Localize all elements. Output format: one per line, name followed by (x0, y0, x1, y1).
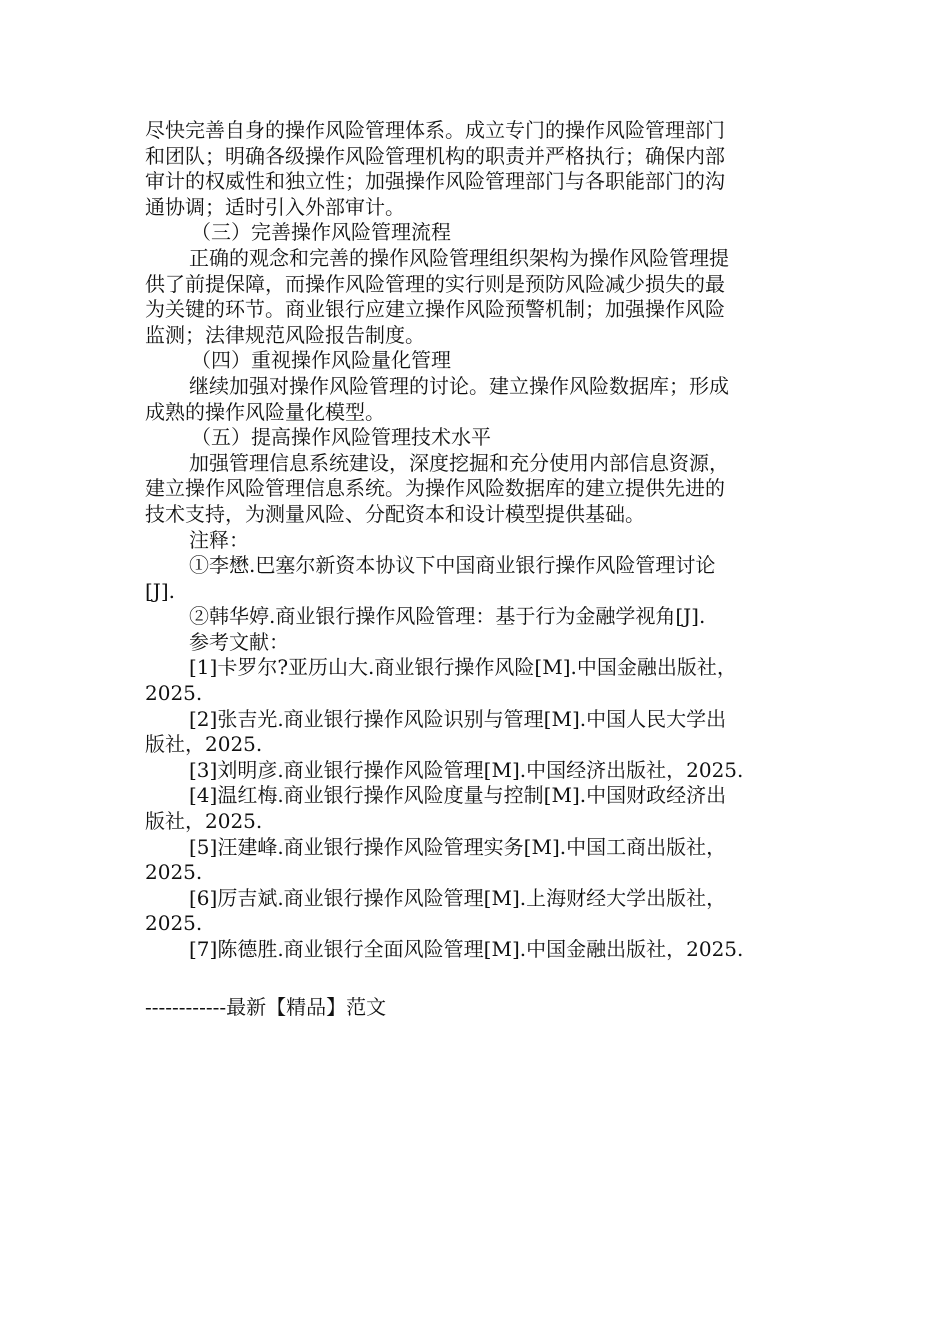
body-text-line: 建立操作风险管理信息系统。为操作风险数据库的建立提供先进的 (145, 476, 725, 501)
reference-item-continuation: 版社，2025. (145, 732, 263, 757)
reference-item: [2]张吉光.商业银行操作风险识别与管理[M].中国人民大学出 (189, 706, 727, 731)
reference-item-continuation: 2025. (145, 860, 203, 885)
note-item: ①李懋.巴塞尔新资本协议下中国商业银行操作风险管理讨论 (189, 553, 716, 578)
body-text-line: 继续加强对操作风险管理的讨论。建立操作风险数据库；形成 (189, 373, 729, 398)
section-heading: （三）完善操作风险管理流程 (191, 220, 451, 245)
note-item: ②韩华婷.商业银行操作风险管理：基于行为金融学视角[J]. (189, 604, 706, 629)
note-item-continuation: [J]. (145, 578, 175, 603)
body-text-line: 监测；法律规范风险报告制度。 (145, 322, 425, 347)
body-text-line: 技术支持，为测量风险、分配资本和设计模型提供基础。 (145, 501, 645, 526)
reference-item: [5]汪建峰.商业银行操作风险管理实务[M].中国工商出版社， (189, 834, 727, 859)
body-text-line: 审计的权威性和独立性；加强操作风险管理部门与各职能部门的沟 (145, 169, 725, 194)
body-text-line: 加强管理信息系统建设，深度挖掘和充分使用内部信息资源， (189, 450, 729, 475)
reference-item: [4]温红梅.商业银行操作风险度量与控制[M].中国财政经济出 (189, 783, 727, 808)
body-text-line: 成熟的操作风险量化模型。 (145, 399, 385, 424)
references-heading: 参考文献： (189, 629, 289, 654)
body-text-line: 正确的观念和完善的操作风险管理组织架构为操作风险管理提 (189, 245, 729, 270)
body-text-line: 供了前提保障，而操作风险管理的实行则是预防风险减少损失的最 (145, 271, 725, 296)
section-heading: （五）提高操作风险管理技术水平 (191, 425, 491, 450)
body-text-line: 为关键的环节。商业银行应建立操作风险预警机制；加强操作风险 (145, 297, 725, 322)
reference-item: [6]厉吉斌.商业银行操作风险管理[M].上海财经大学出版社， (189, 885, 727, 910)
reference-item: [1]卡罗尔?亚历山大.商业银行操作风险[M].中国金融出版社， (189, 655, 737, 680)
reference-item-continuation: 2025. (145, 681, 203, 706)
document-body (145, 118, 805, 963)
reference-item-continuation: 版社，2025. (145, 809, 263, 834)
notes-heading: 注释： (189, 527, 249, 552)
footer-text: ------------最新【精品】范文 (145, 995, 387, 1019)
reference-item: [7]陈德胜.商业银行全面风险管理[M].中国金融出版社，2025. (189, 937, 744, 961)
body-text-line: 尽快完善自身的操作风险管理体系。成立专门的操作风险管理部门 (145, 118, 725, 142)
body-text-line: 和团队；明确各级操作风险管理机构的职责并严格执行；确保内部 (145, 143, 725, 168)
body-text-line: 通协调；适时引入外部审计。 (145, 194, 405, 219)
reference-item-continuation: 2025. (145, 911, 203, 936)
reference-item: [3]刘明彦.商业银行操作风险管理[M].中国经济出版社，2025. (189, 757, 744, 782)
section-heading: （四）重视操作风险量化管理 (191, 348, 451, 373)
